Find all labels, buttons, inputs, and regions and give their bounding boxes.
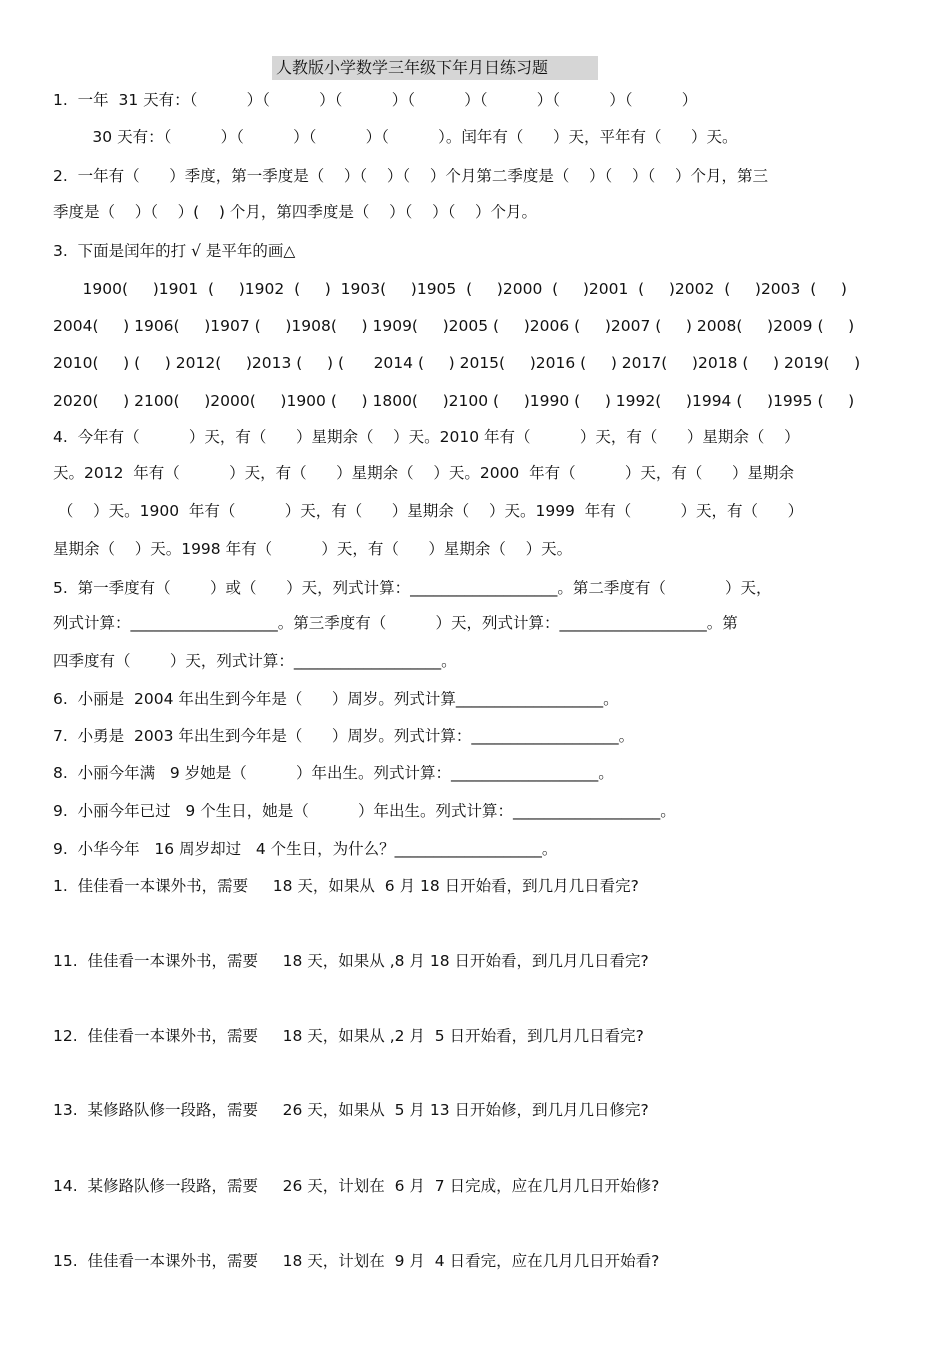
question-4-line-1: 4. 今年有（ ）天，有（ ）星期余（ ）天。2010 年有（ ）天，有（ ）星期余（ ）: [53, 428, 800, 446]
page-title: 人教版小学数学三年级下年月日练习题: [272, 56, 598, 80]
question-11: 11. 佳佳看一本课外书，需要 18 天，如果从 ,8 月 18 日开始看，到几月几日看完?: [53, 952, 649, 970]
question-9: 9. 小丽今年已过 9 个生日，她是（ ）年出生。列式计算：___________________。: [53, 802, 676, 820]
question-3-years-row-4: 2020( ) 2100( )2000( )1900 ( ) 1800( )2100 ( )1990 ( ) 1992( )1994 ( )1995 ( ): [53, 392, 855, 410]
question-7: 7. 小勇是 2003 年出生到今年是（ ）周岁。列式计算：___________________。: [53, 727, 635, 745]
question-4-line-2: 天。2012 年有（ ）天，有（ ）星期余（ ）天。2000 年有（ ）天，有（ ）星期余: [53, 464, 794, 482]
question-3-years-row-3: 2010( ) ( ) 2012( )2013 ( ) ( 2014 ( ) 2015( )2016 ( ) 2017( )2018 ( ) 2019( ): [53, 354, 861, 372]
question-15: 15. 佳佳看一本课外书，需要 18 天，计划在 9 月 4 日看完，应在几月几日开始看?: [53, 1252, 660, 1270]
question-10: 1. 佳佳看一本课外书，需要 18 天，如果从 6 月 18 日开始看，到几月几日看完?: [53, 877, 639, 895]
question-8: 8. 小丽今年满 9 岁她是（ ）年出生。列式计算：___________________。: [53, 764, 614, 782]
question-13: 13. 某修路队修一段路，需要 26 天，如果从 5 月 13 日开始修，到几月几日修完?: [53, 1101, 649, 1119]
question-9b: 9. 小华今年 16 周岁却过 4 个生日，为什么？___________________。: [53, 840, 558, 858]
question-3-years-row-2: 2004( ) 1906( )1907 ( )1908( ) 1909( )2005 ( )2006 ( )2007 ( ) 2008( )2009 ( ): [53, 317, 855, 335]
question-6: 6. 小丽是 2004 年出生到今年是（ ）周岁。列式计算___________________。: [53, 690, 619, 708]
question-12: 12. 佳佳看一本课外书，需要 18 天，如果从 ,2 月 5 日开始看，到几月几日看完?: [53, 1027, 644, 1045]
question-4-line-4: 星期余（ ）天。1998 年有（ ）天，有（ ）星期余（ ）天。: [53, 540, 573, 558]
question-3-years-row-1: 1900( )1901 ( )1902 ( ) 1903( )1905 ( )2000 ( )2001 ( )2002 ( )2003 ( ): [53, 280, 847, 298]
question-14: 14. 某修路队修一段路，需要 26 天，计划在 6 月 7 日完成，应在几月几日开始修?: [53, 1177, 660, 1195]
question-2-line-2: 季度是（ ）（ ）( ) 个月，第四季度是（ ）（ ）（ ）个月。: [53, 203, 538, 221]
question-3-instruction: 3. 下面是闰年的打 √ 是平年的画△: [53, 242, 296, 260]
question-5-line-1: 5. 第一季度有（ ）或（ ）天，列式计算：___________________。第二季度有（ ）天，: [53, 579, 772, 597]
question-1-line-2: 30 天有：（ ）（ ）（ ）（ ）。闰年有（ ）天，平年有（ ）天。: [53, 128, 738, 146]
question-2-line-1: 2. 一年有（ ）季度，第一季度是（ ）（ ）（ ）个月第二季度是（ ）（ ）（ ）个月，第三: [53, 167, 768, 185]
question-5-line-3: 四季度有（ ）天，列式计算：___________________。: [53, 652, 457, 670]
question-5-line-2: 列式计算：___________________。第三季度有（ ）天，列式计算：___________________。第: [53, 614, 738, 632]
question-1-line-1: 1. 一年 31 天有：（ ）（ ）（ ）（ ）（ ）（ ）（ ）: [53, 91, 698, 109]
question-4-line-3: （ ）天。1900 年有（ ）天，有（ ）星期余（ ）天。1999 年有（ ）天，有（ ）: [53, 502, 804, 520]
